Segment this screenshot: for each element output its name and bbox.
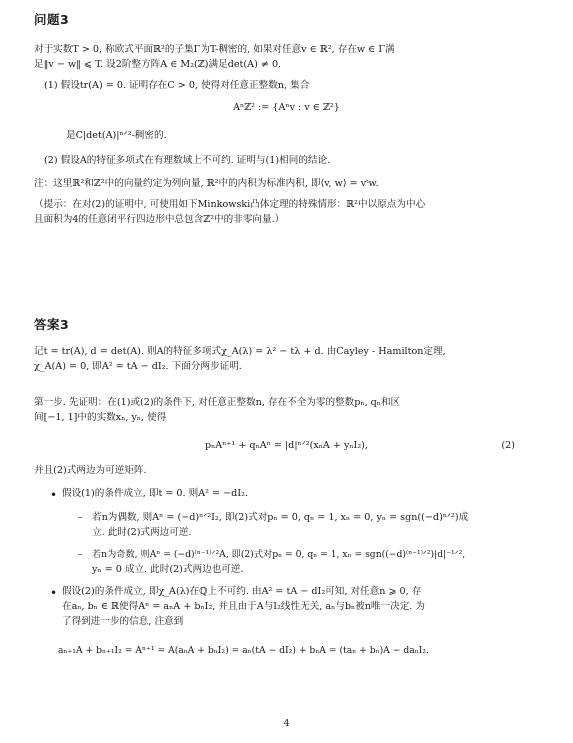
note-line: 注：这里ℝ²和ℤ²中的向量约定为列向量, ℝ²中的内积为标准内积, 即⟨v, w⟩ = vᵗw.	[34, 178, 379, 189]
part1-formula: Aⁿℤ² := {Aⁿv : v ∈ ℤ²}	[233, 102, 340, 113]
answer-heading: 答案3	[34, 317, 70, 332]
hint-line-2: 且面积为4的任意闭平行四边形中总包含ℤ²中的非零向量.）	[34, 214, 285, 225]
case-2-line-3: 了得到进一步的信息, 注意到	[62, 616, 184, 627]
case-1-even-line-2: 立. 此时(2)式两边可逆.	[92, 527, 192, 538]
answer-p1-line-2: χ_A(A) = 0, 即A² = tA − dI₂. 下面分两步证明.	[34, 361, 242, 372]
case-2-line-2: 在aₙ, bₙ ∈ ℝ使得Aⁿ = aₙA + bₙI₂, 并且由于A与I₂线性无关, aₙ与bₙ被n唯一决定. 为	[62, 601, 425, 612]
after-equation-line: 并且(2)式两边为可逆矩阵.	[34, 465, 147, 476]
case-1-odd-line-1: – 若n为奇数, 则Aⁿ = (−d)⁽ⁿ⁻¹⁾ᐟ²A, 即(2)式对pₙ = 0, qₙ = 1, xₙ = sgn((−d)⁽ⁿ⁻¹⁾ᐟ²)|d|⁻¹ᐟ²,	[92, 549, 542, 561]
equation-2: pₙAⁿ⁺¹ + qₙAⁿ = |d|ⁿᐟ²(xₙA + yₙI₂),	[205, 440, 368, 451]
problem-intro-line-1: 对于实数T > 0, 称欧式平面ℝ²的子集Γ为T-稠密的, 如果对任意v ∈ ℝ², 存在w ∈ Γ满	[34, 44, 395, 55]
page-number: 4	[283, 718, 290, 729]
problem-heading: 问题3	[34, 12, 70, 27]
case-1-even-line-1: – 若n为偶数, 则Aⁿ = (−d)ⁿᐟ²I₂, 即(2)式对pₙ = 0, qₙ = 1, xₙ = 0, yₙ = sgn((−d)ⁿᐟ²)成	[92, 512, 537, 525]
step1-line-1: 第一步. 先证明：在(1)或(2)的条件下, 对任意正整数n, 存在不全为零的整数pₙ, qₙ和区	[34, 397, 401, 408]
equation-2-label: (2)	[501, 440, 515, 451]
step1-line-2: 间[−1, 1]中的实数xₙ, yₙ, 使得	[34, 412, 167, 423]
case-1-odd-line-2: yₙ = 0 成立. 此时(2)式两边也可逆.	[92, 564, 244, 575]
part2-line: (2) 假设A的特征多项式在有理数域上不可约. 证明与(1)相同的结论.	[44, 155, 331, 166]
hint-line-1: （提示：在对(2)的证明中, 可使用如下Minkowski凸体定理的特殊情形：ℝ²中以原点为中心	[34, 199, 426, 210]
final-equation: aₙ₊₁A + bₙ₊₁I₂ = Aⁿ⁺¹ = A(aₙA + bₙI₂) = aₙ(tA − dI₂) + bₙA = (taₙ + bₙ)A − daₙI₂.	[58, 645, 429, 656]
answer-p1-line-1: 记t = tr(A), d = det(A). 则A的特征多项式χ_A(λ) = λ² − tλ + d. 由Cayley - Hamilton定理,	[34, 346, 446, 357]
case-1-bullet: • 假设(1)的条件成立, 即t = 0. 则A² = −dI₂.	[62, 488, 532, 501]
part1-line-2: 是C|det(A)|ⁿᐟ²-稠密的.	[66, 130, 167, 141]
problem-intro-line-2: 足‖v − w‖ ⩽ T. 设2阶整方阵A ∈ M₂(ℤ)满足det(A) ≠ 0.	[34, 59, 282, 70]
part1-line-1: (1) 假设tr(A) = 0. 证明存在C > 0, 使得对任意正整数n, 集合	[44, 80, 310, 91]
case-2-line-1: • 假设(2)的条件成立, 即χ_A(λ)在ℚ上不可约. 由A² = tA − dI₂可知, 对任意n ⩾ 0, 存	[62, 586, 537, 599]
